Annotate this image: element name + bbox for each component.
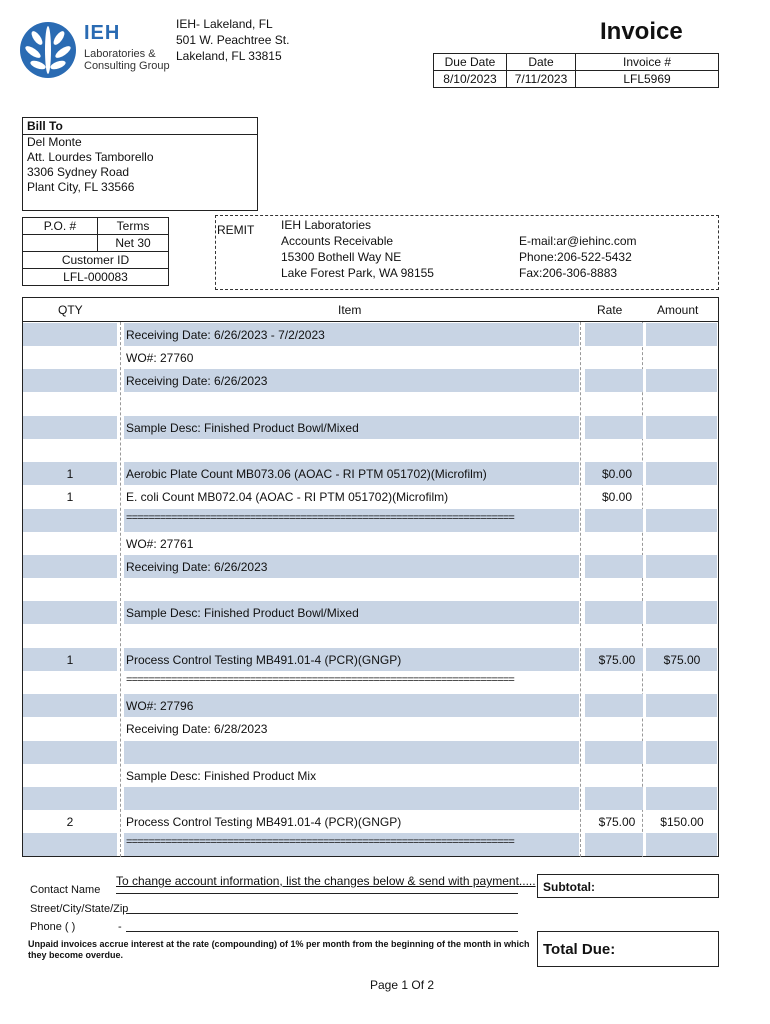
row-shading	[585, 694, 643, 717]
row-shading	[646, 509, 717, 532]
total-due-label: Total Due:	[543, 941, 616, 958]
item-cell: Process Control Testing MB491.01-4 (PCR)(GNGP)	[126, 652, 402, 667]
row-shading	[23, 323, 117, 346]
row-shading	[646, 694, 717, 717]
qty-header: QTY	[58, 303, 83, 317]
remit-line: 15300 Bothell Way NE	[281, 250, 402, 264]
company-subtitle-1: Laboratories &	[84, 48, 156, 60]
address-line: 501 W. Peachtree St.	[176, 33, 290, 47]
change-account-note: To change account information, list the changes below & send with payment.....	[116, 874, 536, 888]
table-row	[23, 741, 718, 764]
table-row	[23, 764, 718, 787]
bill-to-line: 3306 Sydney Road	[27, 165, 130, 179]
table-row	[23, 509, 718, 532]
address-line: IEH- Lakeland, FL	[176, 17, 273, 31]
row-shading	[23, 555, 117, 578]
invoice-title: Invoice	[600, 18, 683, 45]
row-shading	[585, 416, 643, 439]
row-shading	[585, 741, 643, 764]
rate-cell: $75.00	[598, 652, 636, 667]
row-shading	[585, 601, 643, 624]
row-shading	[585, 369, 643, 392]
company-subtitle-2: Consulting Group	[84, 60, 170, 72]
row-shading	[23, 601, 117, 624]
qty-cell: 1	[66, 467, 74, 482]
table-row	[23, 323, 718, 346]
table-row	[23, 625, 718, 648]
row-shading	[646, 323, 717, 346]
invoice-dates-table	[433, 53, 719, 88]
item-cell: Sample Desc: Finished Product Bowl/Mixed	[126, 420, 359, 435]
table-row	[23, 532, 718, 555]
contact-name-line[interactable]	[116, 893, 518, 894]
remit-fax: Fax:206-306-8883	[519, 266, 618, 280]
table-row	[23, 555, 718, 578]
remit-label: REMIT	[217, 223, 255, 237]
item-cell: Receiving Date: 6/26/2023 - 7/2/2023	[126, 328, 325, 342]
date-header: Date	[507, 54, 576, 71]
item-cell: Process Control Testing MB491.01-4 (PCR)(GNGP)	[126, 815, 402, 830]
due-date-header: Due Date	[434, 54, 507, 71]
customer-id-value: LFL-000083	[23, 269, 169, 286]
row-shading	[23, 694, 117, 717]
item-cell: Receiving Date: 6/28/2023	[126, 722, 268, 737]
row-shading	[646, 369, 717, 392]
phone-line[interactable]	[126, 931, 518, 932]
rate-cell: $75.00	[598, 815, 636, 830]
item-cell: Sample Desc: Finished Product Bowl/Mixed	[126, 606, 359, 621]
rate-cell: $0.00	[601, 490, 633, 505]
qty-cell: 2	[66, 815, 74, 830]
row-shading	[585, 509, 643, 532]
table-row	[23, 601, 718, 624]
row-shading	[585, 323, 643, 346]
date-value: 7/11/2023	[507, 71, 576, 88]
row-shading	[585, 555, 643, 578]
table-row	[23, 462, 718, 485]
row-shading	[23, 509, 117, 532]
street-label: Street/City/State/Zip	[30, 903, 129, 915]
line-items-header	[22, 297, 719, 322]
due-date-value: 8/10/2023	[434, 71, 507, 88]
amount-cell: $75.00	[663, 652, 701, 667]
item-cell: WO#: 27761	[126, 536, 194, 551]
bill-to-line: Del Monte	[27, 135, 82, 149]
row-shading	[646, 741, 717, 764]
company-name: IEH	[84, 22, 121, 44]
po-terms-table	[22, 217, 169, 286]
row-shading	[646, 833, 717, 856]
row-shading	[23, 741, 117, 764]
table-row	[23, 346, 718, 369]
table-row	[23, 833, 718, 856]
terms-header: Terms	[98, 218, 169, 235]
table-row	[23, 694, 718, 717]
bill-to-line: Att. Lourdes Tamborello	[27, 150, 154, 164]
qty-cell: 1	[66, 652, 74, 667]
item-cell: WO#: 27760	[126, 351, 194, 366]
row-shading	[124, 741, 579, 764]
amount-cell: $150.00	[660, 815, 704, 830]
phone-label: Phone ( )	[30, 921, 76, 933]
invoice-number-value: LFL5969	[576, 71, 719, 88]
item-cell: WO#: 27796	[126, 699, 194, 714]
item-cell: Sample Desc: Finished Product Mix	[126, 768, 317, 783]
po-value	[23, 235, 98, 252]
street-line[interactable]	[126, 913, 518, 914]
company-address	[176, 16, 289, 64]
remit-email[interactable]: E-mail:ar@iehinc.com	[519, 234, 637, 248]
address-line: Lakeland, FL 33815	[176, 49, 282, 63]
row-shading	[646, 787, 717, 810]
remit-contact	[519, 233, 637, 281]
table-row	[23, 578, 718, 601]
remit-line: Lake Forest Park, WA 98155	[281, 266, 434, 280]
page-indicator: Page 1 Of 2	[370, 978, 435, 992]
contact-name-label: Contact Name	[30, 884, 101, 896]
row-shading	[23, 416, 117, 439]
row-shading	[646, 462, 717, 485]
separator-line: =====================================================================	[126, 511, 515, 524]
table-row	[23, 416, 718, 439]
remit-line: IEH Laboratories	[281, 218, 372, 232]
remit-line: Accounts Receivable	[281, 234, 394, 248]
subtotal-label: Subtotal:	[543, 880, 595, 894]
table-row	[23, 671, 718, 694]
item-header: Item	[338, 303, 362, 317]
row-shading	[646, 601, 717, 624]
table-row	[23, 787, 718, 810]
remit-address	[281, 217, 434, 281]
item-cell: Receiving Date: 6/26/2023	[126, 560, 268, 574]
rate-cell: $0.00	[601, 467, 633, 482]
table-row	[23, 439, 718, 462]
row-shading	[124, 787, 579, 810]
row-shading	[585, 787, 643, 810]
remit-phone: Phone:206-522-5432	[519, 250, 632, 264]
table-row	[23, 717, 718, 740]
table-row	[23, 485, 718, 508]
row-shading	[646, 555, 717, 578]
globe-leaf-icon	[18, 20, 78, 80]
po-header: P.O. #	[23, 218, 98, 235]
item-cell: Aerobic Plate Count MB073.06 (AOAC - RI PTM 051702)(Microfilm)	[126, 467, 487, 482]
qty-cell: 1	[66, 490, 74, 505]
row-shading	[585, 833, 643, 856]
terms-value: Net 30	[98, 235, 169, 252]
table-row	[23, 369, 718, 392]
customer-id-header: Customer ID	[23, 252, 169, 269]
rate-header: Rate	[597, 303, 623, 317]
row-shading	[23, 787, 117, 810]
invoice-number-header: Invoice #	[576, 54, 719, 71]
item-cell: E. coli Count MB072.04 (AOAC - RI PTM 051702)(Microfilm)	[126, 490, 449, 505]
table-row	[23, 810, 718, 833]
bill-to-heading: Bill To	[23, 118, 257, 135]
bill-to-line: Plant City, FL 33566	[27, 180, 135, 194]
row-shading	[23, 369, 117, 392]
item-cell: Receiving Date: 6/26/2023	[126, 374, 268, 389]
bill-to-box	[22, 117, 258, 211]
separator-line: =====================================================================	[126, 836, 515, 849]
separator-line: =====================================================================	[126, 674, 515, 686]
phone-dash: -	[118, 921, 122, 933]
table-row	[23, 648, 718, 671]
interest-note: Unpaid invoices accrue interest at the rate (compounding) of 1% per month from the beginning of the month in which they become overdue.	[28, 939, 530, 960]
row-shading	[646, 416, 717, 439]
row-shading	[23, 833, 117, 856]
amount-header: Amount	[657, 303, 699, 317]
table-row	[23, 393, 718, 416]
